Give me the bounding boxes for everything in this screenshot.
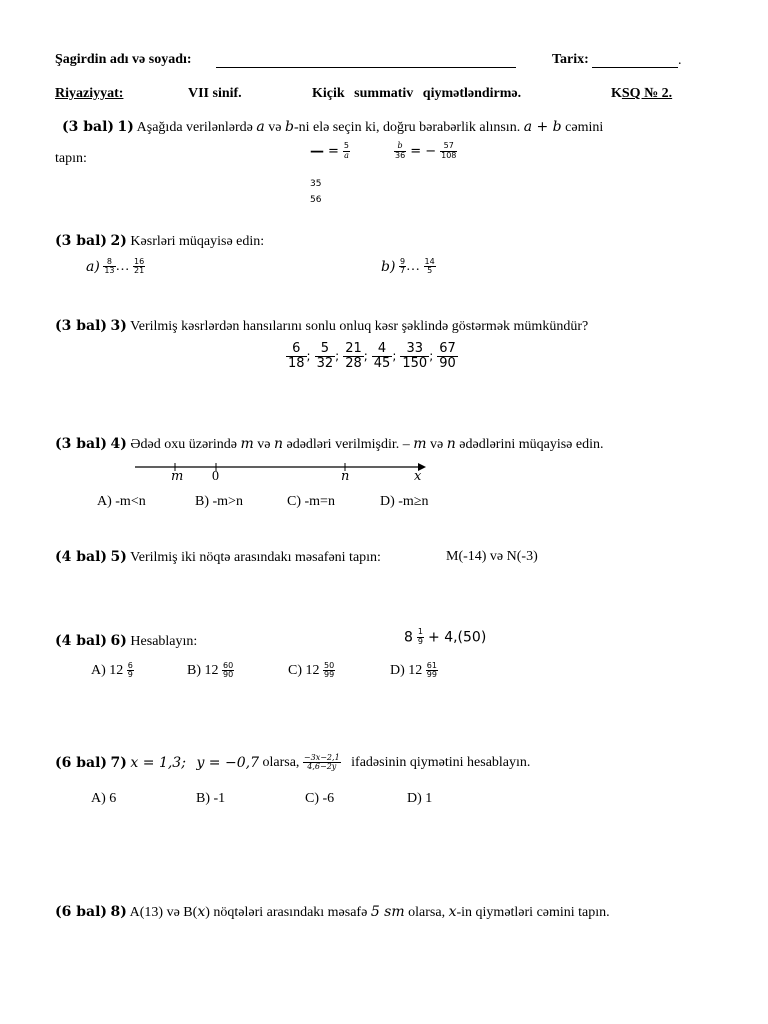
q6-option-a[interactable]: A) 12 $\frac{6}{9}$ (91, 661, 133, 680)
subject-label: Riyaziyyat: (55, 86, 124, 101)
q7-y-value: y = −0,7 (196, 754, 259, 771)
date-end: . (678, 53, 682, 68)
assessment-title: Kiçik summativ qiymətləndirmə. (312, 86, 522, 101)
q1-number: 1) (117, 119, 134, 135)
date-blank[interactable] (592, 67, 678, 68)
ksq-number: KSQ № 2. (611, 86, 673, 101)
question-7-line: (6 bal) 7) x = 1,3; y = −0,7 olarsa, $\frac{-3x-2,1}{4,6-2y}$ ifadəsinin qiymətini hesablayın. (55, 753, 531, 772)
q3-fraction: $\frac{67}{90}$ (439, 341, 456, 371)
q6-option-d[interactable]: D) 12 $\frac{61}{99}$ (390, 661, 437, 680)
question-1-line: (3 bal) 1) Aşağıda verilənlərdə a və b-ni elə seçin ki, doğru bərabərlik alınsın. a + b cəmini (62, 119, 604, 135)
q6-option-c[interactable]: C) 12 $\frac{50}{99}$ (288, 661, 335, 680)
student-name-label: Şagirdin adı və soyadı: (55, 52, 192, 67)
q1-sum-expression: a + b (523, 119, 562, 135)
q1-equation-1: — = $\frac{5}{a}$ (310, 141, 349, 160)
q4-option-b[interactable]: B) -m>n (195, 494, 243, 509)
question-4-line: (3 bal) 4) Ədəd oxu üzərində m və n ədədləri verilmişdir. – m və n ədədlərini müqayisə edin. (55, 436, 604, 452)
question-5-line: (4 bal) 5) Verilmiş iki nöqtə arasındakı məsafəni tapın: (55, 549, 381, 565)
grade-label: VII sinif. (188, 86, 242, 101)
question-3-line: (3 bal) 3) Verilmiş kəsrlərdən hansılarını sonlu onluq kəsr şəklində göstərmək mümkündür? (55, 318, 589, 334)
q7-option-c[interactable]: C) -6 (305, 791, 335, 806)
date-label: Tarix: (552, 52, 589, 67)
q3-fraction: $\frac{6}{18}$ (288, 341, 305, 371)
q7-x-value: x = 1,3; (130, 754, 186, 771)
q5-points-text: M(-14) və N(-3) (446, 549, 538, 564)
q2-part-b: b) $\frac{9}{7}$ … $\frac{14}{5}$ (381, 257, 435, 276)
q3-fraction: $\frac{33}{150}$ (402, 341, 428, 371)
q3-fraction-list: $\frac{6}{18}$ ; $\frac{5}{32}$ ; $\frac{21}{28}$ ; $\frac{4}{45}$ ; $\frac{33}{150}$ ; $\frac{67}{90}$ (288, 341, 456, 371)
q4-option-a[interactable]: A) -m<n (97, 494, 146, 509)
q8-distance: 5 sm (370, 904, 405, 920)
student-name-blank[interactable] (216, 67, 516, 68)
q2-part-a: a) $\frac{8}{13}$ … $\frac{16}{21}$ (86, 257, 145, 276)
q4-option-c[interactable]: C) -m=n (287, 494, 335, 509)
q7-fraction: $\frac{-3x-2,1}{4,6-2y}$ (303, 753, 340, 772)
axis-label-n: n (341, 469, 350, 484)
axis-label-m: m (171, 469, 184, 484)
q3-fraction: $\frac{5}{32}$ (316, 341, 334, 371)
axis-label-zero: 0 (212, 469, 219, 484)
q6-option-b[interactable]: B) 12 $\frac{60}{90}$ (187, 661, 234, 680)
q6-expression: 8 $\frac{1}{9}$ + 4,(50) (404, 627, 487, 646)
question-2-line: (3 bal) 2) Kəsrləri müqayisə edin: (55, 233, 265, 249)
q3-fraction: $\frac{4}{45}$ (373, 341, 391, 371)
q7-option-b[interactable]: B) -1 (196, 791, 226, 806)
q3-fraction: $\frac{21}{28}$ (345, 341, 362, 371)
q1-text-continued: tapın: (55, 151, 87, 166)
q7-option-d[interactable]: D) 1 (407, 791, 433, 806)
question-6-line: (4 bal) 6) Hesablayın: (55, 633, 198, 649)
q1-equation-2: $\frac{b}{36}$ = − $\frac{57}{108}$ (395, 141, 457, 160)
q7-option-a[interactable]: A) 6 (91, 791, 117, 806)
q4-option-d[interactable]: D) -m≥n (380, 494, 429, 509)
q1-points: (3 bal) (62, 119, 115, 135)
question-8-line: (6 bal) 8) A(13) və B(x) nöqtələri arasındakı məsafə 5 sm olarsa, x-in qiymətləri cəmini tapın. (55, 904, 610, 920)
q1-stray-fraction: 35 56 (310, 179, 322, 205)
axis-label-x: x (414, 469, 422, 484)
